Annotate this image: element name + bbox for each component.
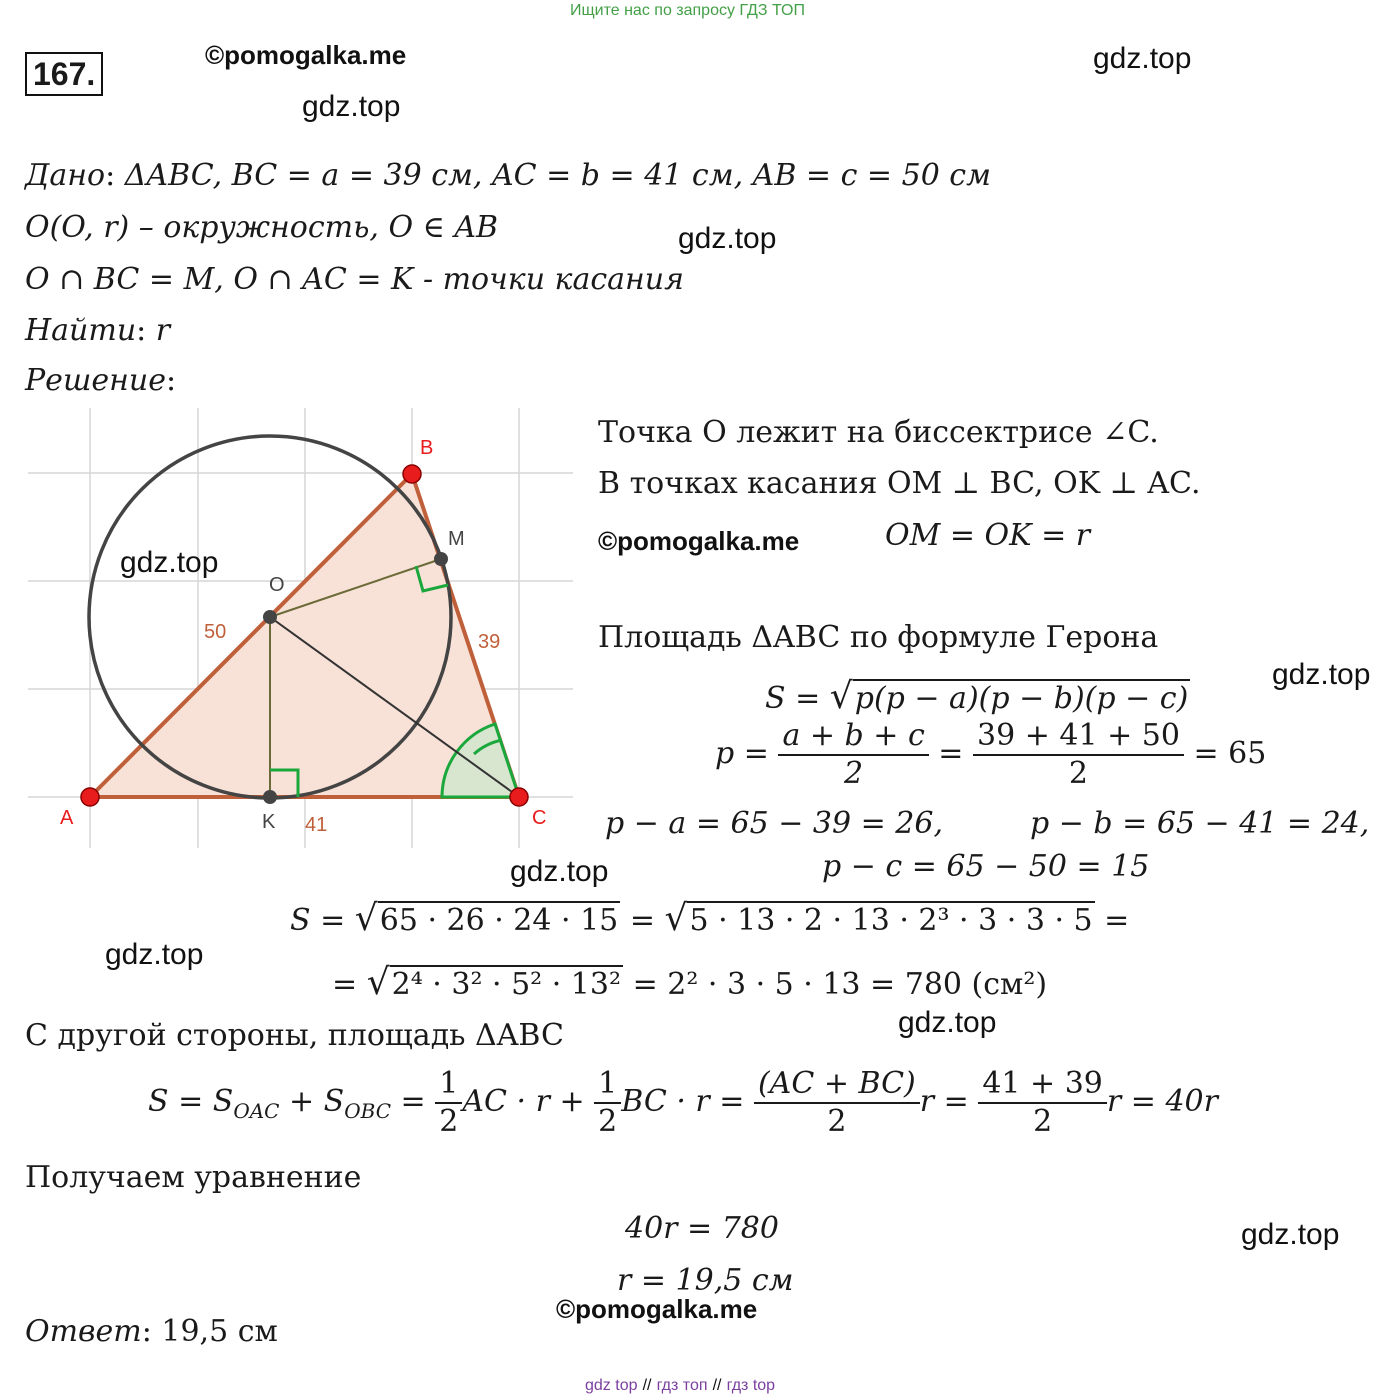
equation-2: r = 19,5 см <box>617 1263 794 1298</box>
s2-rest: = 2² · 3 · 5 · 13 = 780 (см²) <box>632 967 1048 1002</box>
p-den-1: 2 <box>844 756 864 791</box>
point-m <box>434 552 448 566</box>
s3-half-num-2: 1 <box>594 1066 621 1104</box>
reason-3: OM = OK = r <box>885 518 1091 553</box>
area-calc-1: S = √65 · 26 · 24 · 15 = √5 · 13 · 2 · 13 · 2³ · 3 · 3 · 5 = <box>290 898 1130 939</box>
p-den-2: 2 <box>1068 756 1088 791</box>
label-a: A <box>60 807 74 829</box>
watermark-6: gdz.top <box>510 855 609 888</box>
s3-half-num-1: 1 <box>435 1066 462 1104</box>
s3-sub-1: OAC <box>233 1099 280 1123</box>
p-formula <box>715 718 1266 792</box>
label-side-bc: 39 <box>478 631 501 653</box>
s3-frac-1-den: 2 <box>827 1104 847 1139</box>
s3-term-1: AC · r + <box>462 1084 585 1119</box>
watermark-7: gdz.top <box>105 938 204 971</box>
find-line: Найти: r <box>25 313 171 348</box>
point-b <box>403 465 421 483</box>
p-eq: = <box>938 736 964 771</box>
p-minus-a: p − a = 65 − 39 = 26, <box>605 806 943 841</box>
given-text-1: ΔABC, BC = a = 39 см, AC = b = 41 см, AB = c = 50 см <box>124 158 991 193</box>
answer-value: 19,5 см <box>161 1314 278 1349</box>
p-minus-b: p − b = 65 − 41 = 24, <box>1030 806 1370 841</box>
watermark-4: gdz.top <box>120 546 219 579</box>
watermark-9: gdz.top <box>1241 1218 1340 1251</box>
area-calc-3 <box>148 1066 1218 1140</box>
given-line-1: Дано: ΔABC, BC = a = 39 см, AC = b = 41 см, AB = c = 50 см <box>25 158 991 193</box>
answer-label: Ответ <box>25 1314 142 1349</box>
s1-end: = <box>1104 903 1130 938</box>
footer-sep-1: // <box>642 1377 652 1394</box>
given-line-3: O ∩ BC = M, O ∩ AC = K - точки касания <box>25 262 684 297</box>
s3-final: r = 40r <box>1106 1084 1218 1119</box>
s1-left: S = <box>290 903 346 938</box>
brand-watermark-top: ©pomogalka.me <box>205 40 407 70</box>
heron-formula: S = √p(p − a)(p − b)(p − c) <box>765 676 1189 717</box>
p-frac-1 <box>778 718 928 792</box>
s3-frac-1-num: (AC + BC) <box>754 1066 920 1104</box>
given-label: Дано <box>25 158 106 193</box>
reason-2: В точках касания OM ⊥ BC, OK ⊥ AC. <box>598 466 1201 501</box>
s3-term-2: BC · r = <box>621 1084 745 1119</box>
s1-mid: = <box>629 903 655 938</box>
s3-frac-1 <box>754 1066 920 1140</box>
footer-links <box>585 1375 775 1395</box>
brand-watermark-bottom: ©pomogalka.me <box>556 1294 758 1324</box>
heron-left: S = <box>765 681 821 716</box>
heron-root: p(p − a)(p − b)(p − c) <box>854 681 1189 716</box>
s3-sub-2: OBC <box>344 1099 392 1123</box>
s3-frac-2-num: 41 + 39 <box>978 1066 1107 1104</box>
s3-eq: = <box>391 1084 426 1119</box>
s1-root-1: 65 · 26 · 24 · 15 <box>379 903 619 938</box>
area-calc-2: = √2⁴ · 3² · 5² · 13² = 2² · 3 · 5 · 13 = 780 (см²) <box>332 962 1048 1003</box>
find-value: r <box>155 313 171 348</box>
s3-plus: + S <box>279 1084 345 1119</box>
footer-sep-2: // <box>712 1377 722 1394</box>
heron-title: Площадь ΔABC по формуле Герона <box>598 620 1159 655</box>
s2-root: 2⁴ · 3² · 5² · 13² <box>391 967 622 1002</box>
watermark-5: gdz.top <box>1272 658 1371 691</box>
label-k: K <box>262 811 276 833</box>
p-minus-c: p − c = 65 − 50 = 15 <box>822 849 1150 884</box>
s3-half-1 <box>435 1066 462 1140</box>
point-o <box>263 610 277 624</box>
p-left: p = <box>715 736 769 771</box>
s1-root-2: 5 · 13 · 2 · 13 · 2³ · 3 · 3 · 5 <box>689 903 1093 938</box>
watermark-8: gdz.top <box>898 1006 997 1039</box>
s3-half-den-1: 2 <box>439 1104 459 1139</box>
point-c <box>510 788 528 806</box>
p-result: = 65 <box>1193 736 1267 771</box>
watermark-2: gdz.top <box>302 90 401 123</box>
find-label: Найти <box>25 313 137 348</box>
solution-label: Решение <box>25 363 166 398</box>
s2-left: = <box>332 967 358 1002</box>
point-a <box>81 788 99 806</box>
s3-half-2 <box>594 1066 621 1140</box>
label-side-ac: 41 <box>305 814 328 836</box>
given-line-2: O(O, r) – окружность, O ∈ AB <box>25 210 499 245</box>
p-num-1: a + b + c <box>778 718 928 756</box>
s3-frac-2 <box>978 1066 1107 1140</box>
label-m: M <box>448 528 465 550</box>
s3-frac-2-den: 2 <box>1033 1104 1053 1139</box>
s3-left: S = S <box>148 1084 234 1119</box>
brand-watermark-mid: ©pomogalka.me <box>598 526 800 556</box>
footer-link-3[interactable]: гдз top <box>726 1377 776 1394</box>
answer-line: Ответ: 19,5 см <box>25 1314 278 1349</box>
equation-1: 40r = 780 <box>625 1211 779 1246</box>
footer-link-1[interactable]: gdz top <box>585 1377 638 1394</box>
label-b: B <box>420 437 434 459</box>
footer-link-2[interactable]: гдз топ <box>656 1377 708 1394</box>
label-c: C <box>532 807 547 829</box>
p-frac-2 <box>973 718 1184 792</box>
point-k <box>263 790 277 804</box>
other-side-line: С другой стороны, площадь ΔABC <box>25 1018 564 1053</box>
top-search-link[interactable]: Ищите нас по запросу ГДЗ ТОП <box>570 2 805 19</box>
p-num-2: 39 + 41 + 50 <box>973 718 1184 756</box>
problem-number: 167. <box>25 52 103 96</box>
reason-1: Точка O лежит на биссектрисе ∠C. <box>598 415 1159 450</box>
triangle-figure <box>28 408 573 848</box>
solution-line: Решение: <box>25 363 177 398</box>
watermark-3: gdz.top <box>678 222 777 255</box>
watermark-1: gdz.top <box>1093 42 1192 75</box>
s3-r-eq: r = <box>919 1084 969 1119</box>
label-o: O <box>269 574 285 596</box>
equation-title: Получаем уравнение <box>25 1160 362 1195</box>
label-side-ab: 50 <box>204 621 227 643</box>
s3-half-den-2: 2 <box>598 1104 618 1139</box>
